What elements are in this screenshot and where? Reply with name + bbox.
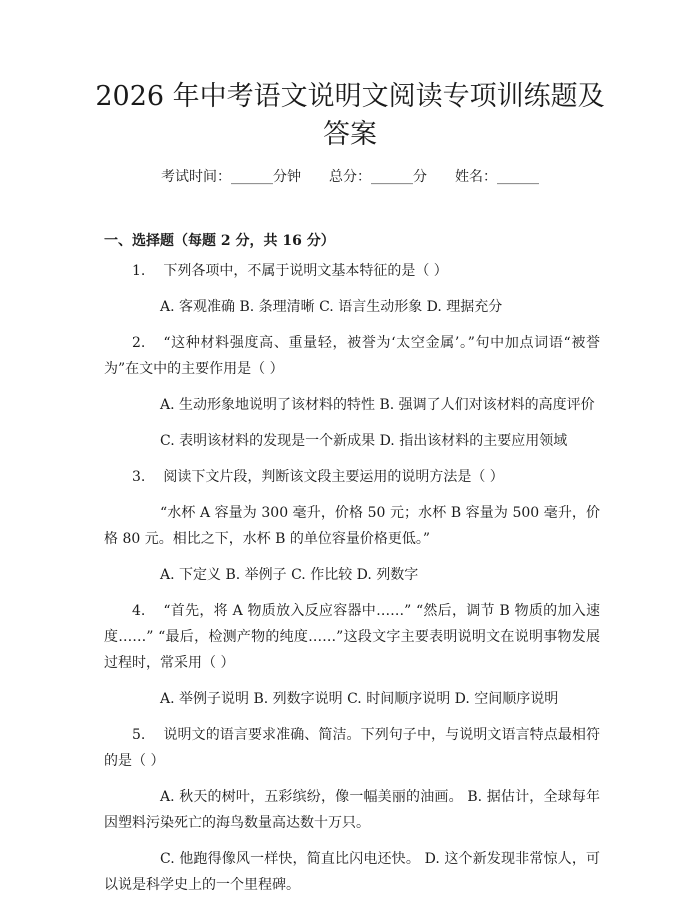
question-1	[104, 258, 600, 284]
question-3	[104, 464, 600, 490]
question-5	[104, 722, 600, 774]
question-stem: “这种材料强度高、重量轻，被誉为‘太空金属’。”句中加点词语“被誉为”在文中的主要作用是（ ）	[104, 335, 600, 377]
question-2-options-ab: A. 生动形象地说明了该材料的特性 B. 强调了人们对该材料的高度评价	[160, 397, 595, 413]
question-3-options: A. 下定义 B. 举例子 C. 作比较 D. 列数字	[160, 567, 419, 583]
question-5-options-ab: A. 秋天的树叶，五彩缤纷，像一幅美丽的油画。 B. 据估计，全球每年因塑料污染死亡的海鸟数量高达数十万只。	[104, 789, 600, 831]
total-score-field: 总分：______分	[329, 169, 427, 185]
question-list	[104, 258, 600, 908]
exam-info-line	[0, 166, 700, 188]
question-stem: “首先，将 A 物质放入反应容器中……” “然后，调节 B 物质的加入速度……” “最后，检测产物的纯度……”这段文字主要表明说明文在说明事物发展过程时，常采用（ ）	[104, 603, 600, 671]
question-3-quote: “水杯 A 容量为 300 毫升，价格 50 元；水杯 B 容量为 500 毫升，价格 80 元。相比之下，水杯 B 的单位容量价格更低。”	[104, 505, 600, 547]
question-stem: 说明文的语言要求准确、简洁。下列句子中，与说明文语言特点最相符的是（ ）	[104, 727, 600, 769]
question-4-options: A. 举例子说明 B. 列数字说明 C. 时间顺序说明 D. 空间顺序说明	[160, 691, 559, 707]
question-2-options-cd: C. 表明该材料的发现是一个新成果 D. 指出该材料的主要应用领域	[160, 433, 568, 449]
question-number: 2.	[132, 335, 146, 351]
exam-time-field: 考试时间：______分钟	[161, 169, 301, 185]
question-1-options: A. 客观准确 B. 条理清晰 C. 语言生动形象 D. 理据充分	[160, 299, 503, 315]
question-number: 1.	[132, 263, 146, 279]
question-2	[104, 330, 600, 382]
question-number: 5.	[132, 727, 146, 743]
student-name-field: 姓名：______	[455, 169, 539, 185]
section-heading: 一、选择题（每题 2 分，共 16 分）	[104, 233, 335, 249]
question-4	[104, 598, 600, 676]
question-number: 4.	[132, 603, 146, 619]
question-stem: 阅读下文片段，判断该文段主要运用的说明方法是（ ）	[163, 469, 504, 485]
question-5-options-cd: C. 他跑得像风一样快，简直比闪电还快。 D. 这个新发现非常惊人，可以说是科学史上的一个里程碑。	[104, 851, 600, 893]
question-stem: 下列各项中，不属于说明文基本特征的是（ ）	[163, 263, 448, 279]
question-number: 3.	[132, 469, 146, 485]
document-title: 2026 年中考语文说明文阅读专项训练题及答案	[95, 81, 605, 150]
